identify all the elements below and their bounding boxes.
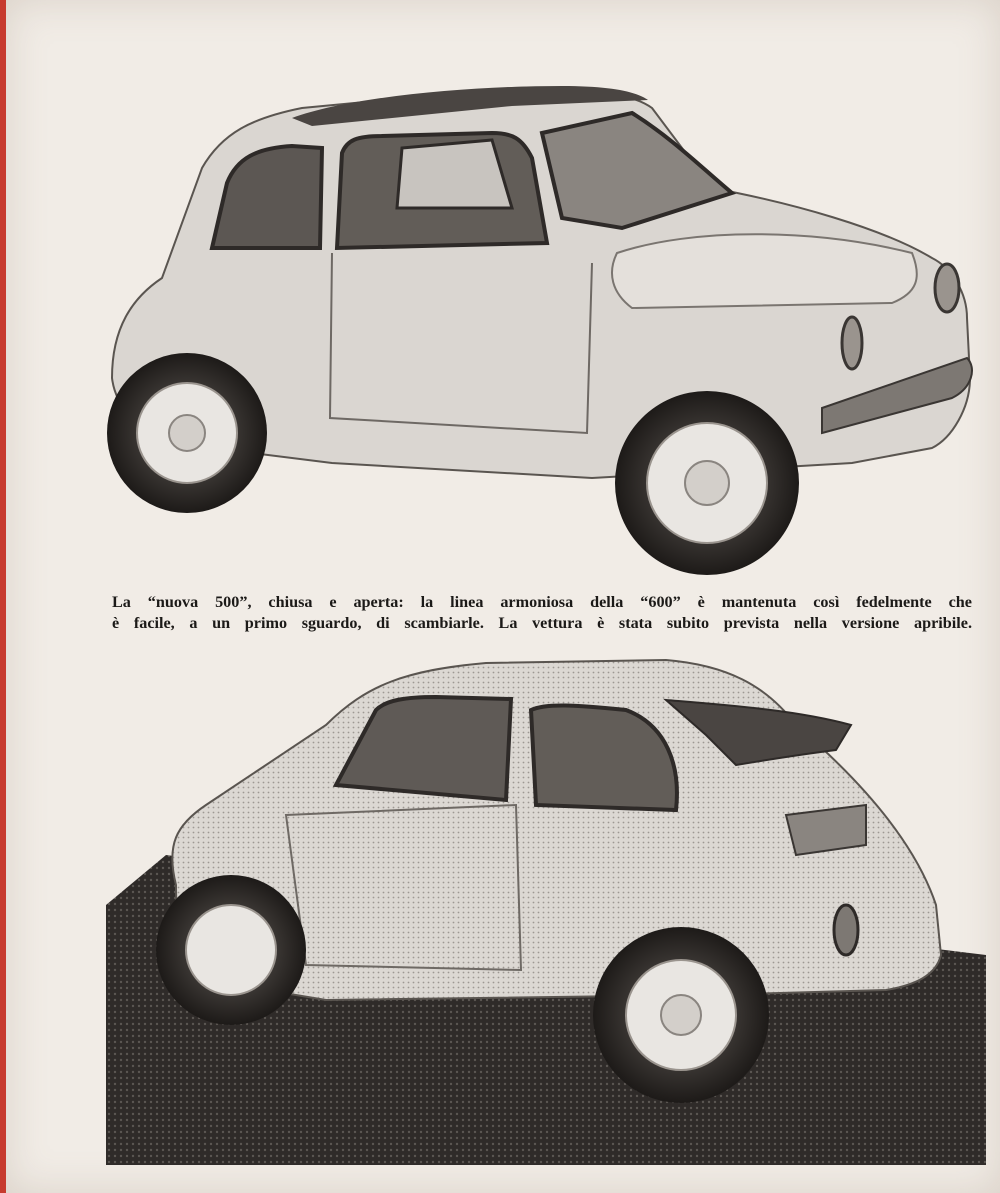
photo-open-car bbox=[106, 655, 986, 1165]
photo-caption bbox=[112, 592, 972, 634]
caption-line-2: è facile, a un primo sguardo, di scambiarle. La vettura è stata subito prevista nella versione apribile. bbox=[112, 614, 972, 632]
magazine-page bbox=[6, 0, 1000, 1193]
caption-line-1: La “nuova 500”, chiusa e aperta: la linea armoniosa della “600” è mantenuta così fedelmente che bbox=[112, 593, 972, 611]
photo-closed-car bbox=[92, 78, 982, 578]
